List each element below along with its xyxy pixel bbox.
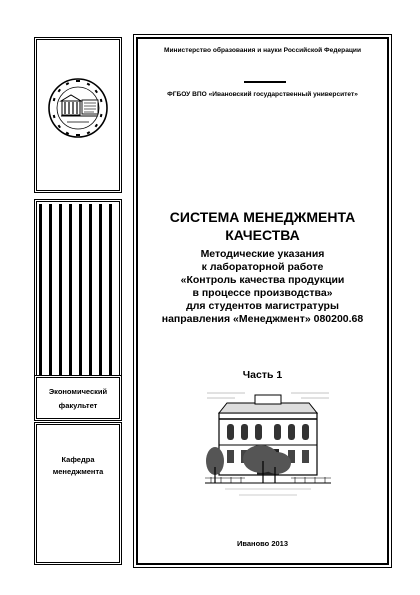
department-label-line-2: менеджмента	[52, 467, 104, 476]
decorative-stripes-panel	[34, 199, 122, 402]
left-column	[34, 37, 122, 565]
subtitle-line-5: для студентов магистратуры	[186, 300, 339, 312]
university-seal-icon	[47, 68, 109, 148]
university-name: ФГБОУ ВПО «Ивановский государственный университет»	[167, 91, 358, 98]
ministry-name: Министерство образования и науки Российской Федерации	[163, 47, 362, 54]
university-building-illustration	[205, 387, 331, 499]
document-subtitle	[138, 248, 387, 326]
title-page-frame	[136, 37, 389, 565]
part-number: Часть 1	[242, 369, 283, 381]
faculty-label-line-2: факультет	[58, 401, 98, 410]
title-line-2: КАЧЕСТВА	[225, 227, 300, 243]
department-label-line-1: Кафедра	[61, 455, 95, 464]
document-title	[138, 208, 387, 244]
faculty-panel	[34, 375, 122, 421]
faculty-label-line-1: Экономический	[48, 387, 108, 396]
header-divider	[244, 81, 286, 83]
university-logo-panel	[34, 37, 122, 193]
title-line-1: СИСТЕМА МЕНЕДЖМЕНТА	[169, 209, 356, 225]
subtitle-line-6: направления «Менеджмент» 080200.68	[161, 313, 364, 325]
subtitle-line-4: в процессе производства»	[192, 287, 333, 299]
city-year: Иваново 2013	[236, 539, 289, 548]
vertical-stripes	[39, 204, 117, 397]
subtitle-line-1: Методические указания	[200, 248, 325, 260]
subtitle-line-3: «Контроль качества продукции	[180, 274, 345, 286]
subtitle-line-2: к лабораторной работе	[201, 261, 324, 273]
department-panel	[34, 422, 122, 565]
